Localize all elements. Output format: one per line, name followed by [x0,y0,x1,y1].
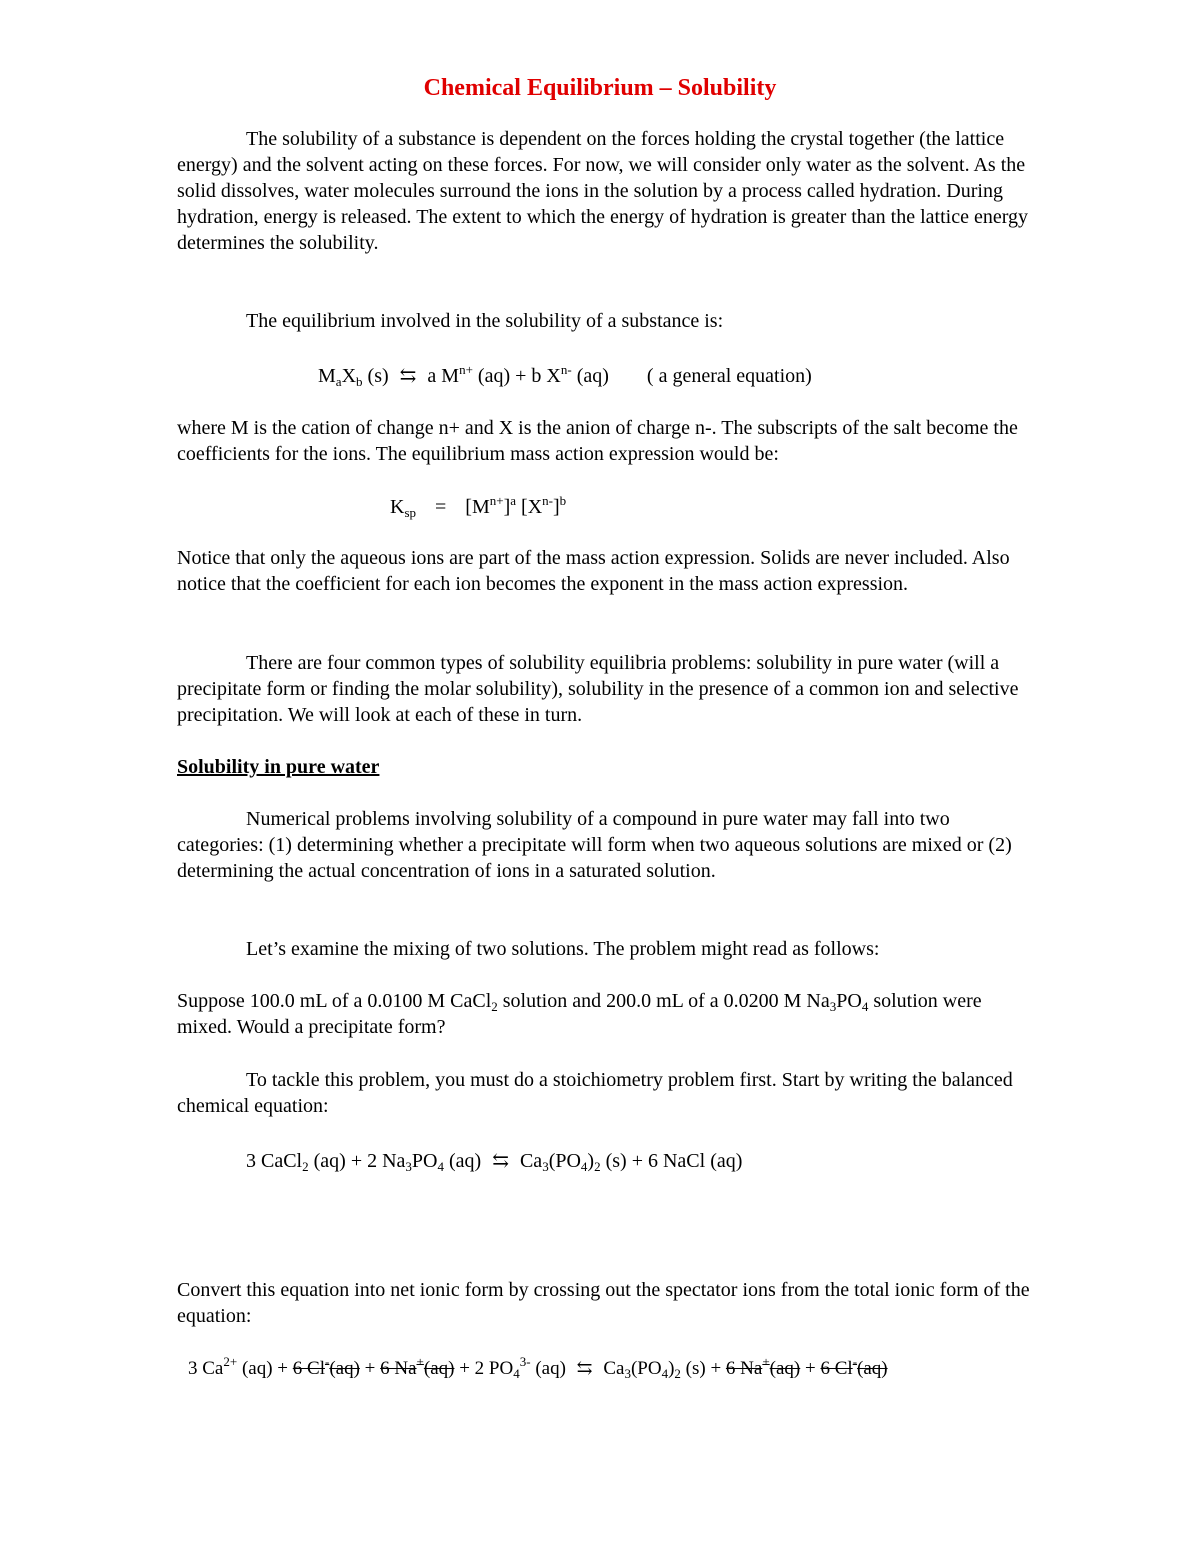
eq3-pr-b: (PO [630,1358,662,1379]
eq2-r2a: PO [411,1150,438,1172]
paragraph-mixing [177,936,1037,962]
eq-x: X [341,365,357,387]
eq-solid: (s) [367,365,389,387]
ksp-x: [X [521,496,543,518]
page-title: Chemical Equilibrium – Solubility [423,75,777,101]
eq2-r2s: 3 [405,1159,412,1174]
ksp-m: [M [465,496,490,518]
paragraph-mixing-text: Let’s examine the mixing of two solutions. The problem might read as follows: [246,938,880,960]
eq3-pr-s: 3 [624,1366,631,1381]
spectator-na-left [380,1354,455,1379]
ksp-x-charge: n- [542,493,553,508]
eq3-pr: Ca [603,1358,625,1379]
spectator-na-right [725,1354,801,1379]
eq3-ca-charge: 2+ [223,1354,238,1369]
problem-s3: 4 [861,999,869,1014]
eq2-r2b: 4 [437,1159,444,1174]
paragraph-equilibrium [177,308,1037,334]
eq3-pr-c: 4 [661,1366,669,1381]
eq3-cl2-charge: - [852,1354,858,1369]
eq-anion: b X [531,365,561,387]
eq3-po-aq: (aq) [530,1358,566,1379]
ksp-k: K [390,496,405,518]
paragraph-intro-text: The solubility of a substance is dependent on the forces holding the crystal together (the lattice energy) and the solvent acting on these forces. For now, we will consider only water as the solvent. As the solid dissolves, water molecules surround the ions in the solution by a process called hydration. During hydration, energy is released. The extent to which the energy of hydration is greater than the lattice energy determines the solubility. [177,128,1029,254]
eq3-ca: 3 Ca [188,1358,224,1379]
paragraph-problem [177,988,1037,1040]
eq-cation: a M [427,365,460,387]
section-heading: Solubility in pure water [177,756,380,778]
eq-m: M [318,365,336,387]
paragraph-intro [177,126,1037,256]
eq3-na1: 6 Na [380,1358,417,1379]
paragraph-tackle [177,1067,1037,1119]
eq3-pr-d: ) [668,1358,675,1379]
paragraph-where: where M is the cation of change n+ and X is the anion of charge n-. The subscripts of the salt become the coefficients for the ions. The equilibrium mass action expression would be: [177,417,1018,465]
problem-t2: solution and 200.0 mL of a 0.0200 M Na [497,990,830,1012]
eq-a-sub: a [335,374,342,389]
ksp-x-exp: b [559,493,567,508]
paragraph-notice: Notice that only the aqueous ions are part of the mass action expression. Solids are never included. Also notice that the coefficient for each ion becomes the exponent in the mass action expression. [177,547,1010,595]
eq-cation-charge: n+ [459,362,473,377]
paragraph-types [177,650,1037,728]
eq2-p1c: 4 [580,1159,588,1174]
eq-aq2: (aq) [576,365,609,387]
eq-anion-charge: n- [560,362,572,377]
ksp-x-close: ] [553,496,560,518]
paragraph-tackle-text: To tackle this problem, you must do a stoichiometry problem first. Start by writing the balanced chemical equation: [177,1069,1013,1117]
eq-aq1: (aq) [477,365,511,387]
spectator-cl-right [820,1354,888,1379]
eq2-r2p: (aq) [444,1150,482,1172]
ksp-m-close: ] [503,496,511,518]
paragraph-equilibrium-text: The equilibrium involved in the solubility of a substance is: [246,310,724,332]
eq3-cl1-aq: (aq) [329,1358,360,1379]
eq3-pr-f: (s) + [680,1358,726,1379]
eq3-cl2-aq: (aq) [857,1358,888,1379]
paragraph-numerical [177,806,1037,884]
problem-s1: 2 [491,999,498,1014]
eq2-p1s: 3 [542,1159,549,1174]
ksp-expression [390,494,566,520]
paragraph-numerical-text: Numerical problems involving solubility of a compound in pure water may fall into two categories: (1) determining whether a precipitate will form when two aqueous solutions are mixed or (2) determining the actual concentration of ions in a saturated solution. [177,808,1012,882]
eq3-cl1-charge: - [324,1354,330,1369]
problem-t3: PO [836,990,862,1012]
ksp-m-exp: a [510,493,517,508]
eq3-na1-charge: + [416,1354,424,1369]
equilibrium-arrow-icon: ⇆ [576,1358,593,1379]
eq2-r1s: 2 [302,1159,309,1174]
eq3-po: + 2 PO [454,1358,514,1379]
paragraph-convert: Convert this equation into net ionic form by crossing out the spectator ions from the total ionic form of the equation: [177,1279,1030,1327]
general-equation [318,363,812,389]
eq2-p1e: 2 [594,1159,601,1174]
eq3-plus3: + [800,1358,821,1379]
eq3-na2-charge: + [762,1354,770,1369]
equilibrium-arrow-icon: ⇆ [399,365,417,387]
ksp-m-charge: n+ [489,493,504,508]
equilibrium-arrow-icon: ⇆ [492,1150,509,1172]
ksp-sub: sp [404,505,417,520]
problem-s2: 3 [829,999,837,1014]
balanced-equation [246,1148,742,1174]
eq2-r1: 3 CaCl [246,1150,303,1172]
eq3-cl2: 6 Cl [820,1358,853,1379]
eq3-pr-e: 2 [674,1366,681,1381]
paragraph-types-text: There are four common types of solubility equilibria problems: solubility in pure water (will a precipitate form or finding the molar solubility), solubility in the presence of a common ion and selective precipitation. We will look at each of these in turn. [177,652,1019,726]
eq3-po-charge: 3- [519,1354,531,1369]
eq2-r1p: (aq) + 2 Na [308,1150,406,1172]
eq-plus: + [515,365,527,387]
problem-t4: solution were mixed. Would a precipitate form? [177,990,982,1038]
eq3-na1-aq: (aq) [423,1358,455,1379]
eq2-p1f: (s) + 6 NaCl (aq) [600,1150,743,1172]
eq2-p1b: (PO [548,1150,581,1172]
eq3-plus1: + [359,1358,381,1379]
eq3-na2-aq: (aq) [769,1358,801,1379]
eq3-na2: 6 Na [725,1358,763,1379]
eq2-p1d: ) [587,1150,595,1172]
ksp-equals: = [435,496,447,518]
eq3-ca-aq: (aq) + [237,1358,293,1379]
problem-t1: Suppose 100.0 mL of a 0.0100 M CaCl [177,990,492,1012]
eq2-p1: Ca [519,1150,543,1172]
eq3-cl1: 6 Cl [292,1358,325,1379]
eq-b-sub: b [356,374,363,389]
eq-note: ( a general equation) [646,365,812,387]
net-ionic-equation [188,1356,888,1382]
eq3-po-sub: 4 [513,1366,520,1381]
spectator-cl-left [292,1354,360,1379]
